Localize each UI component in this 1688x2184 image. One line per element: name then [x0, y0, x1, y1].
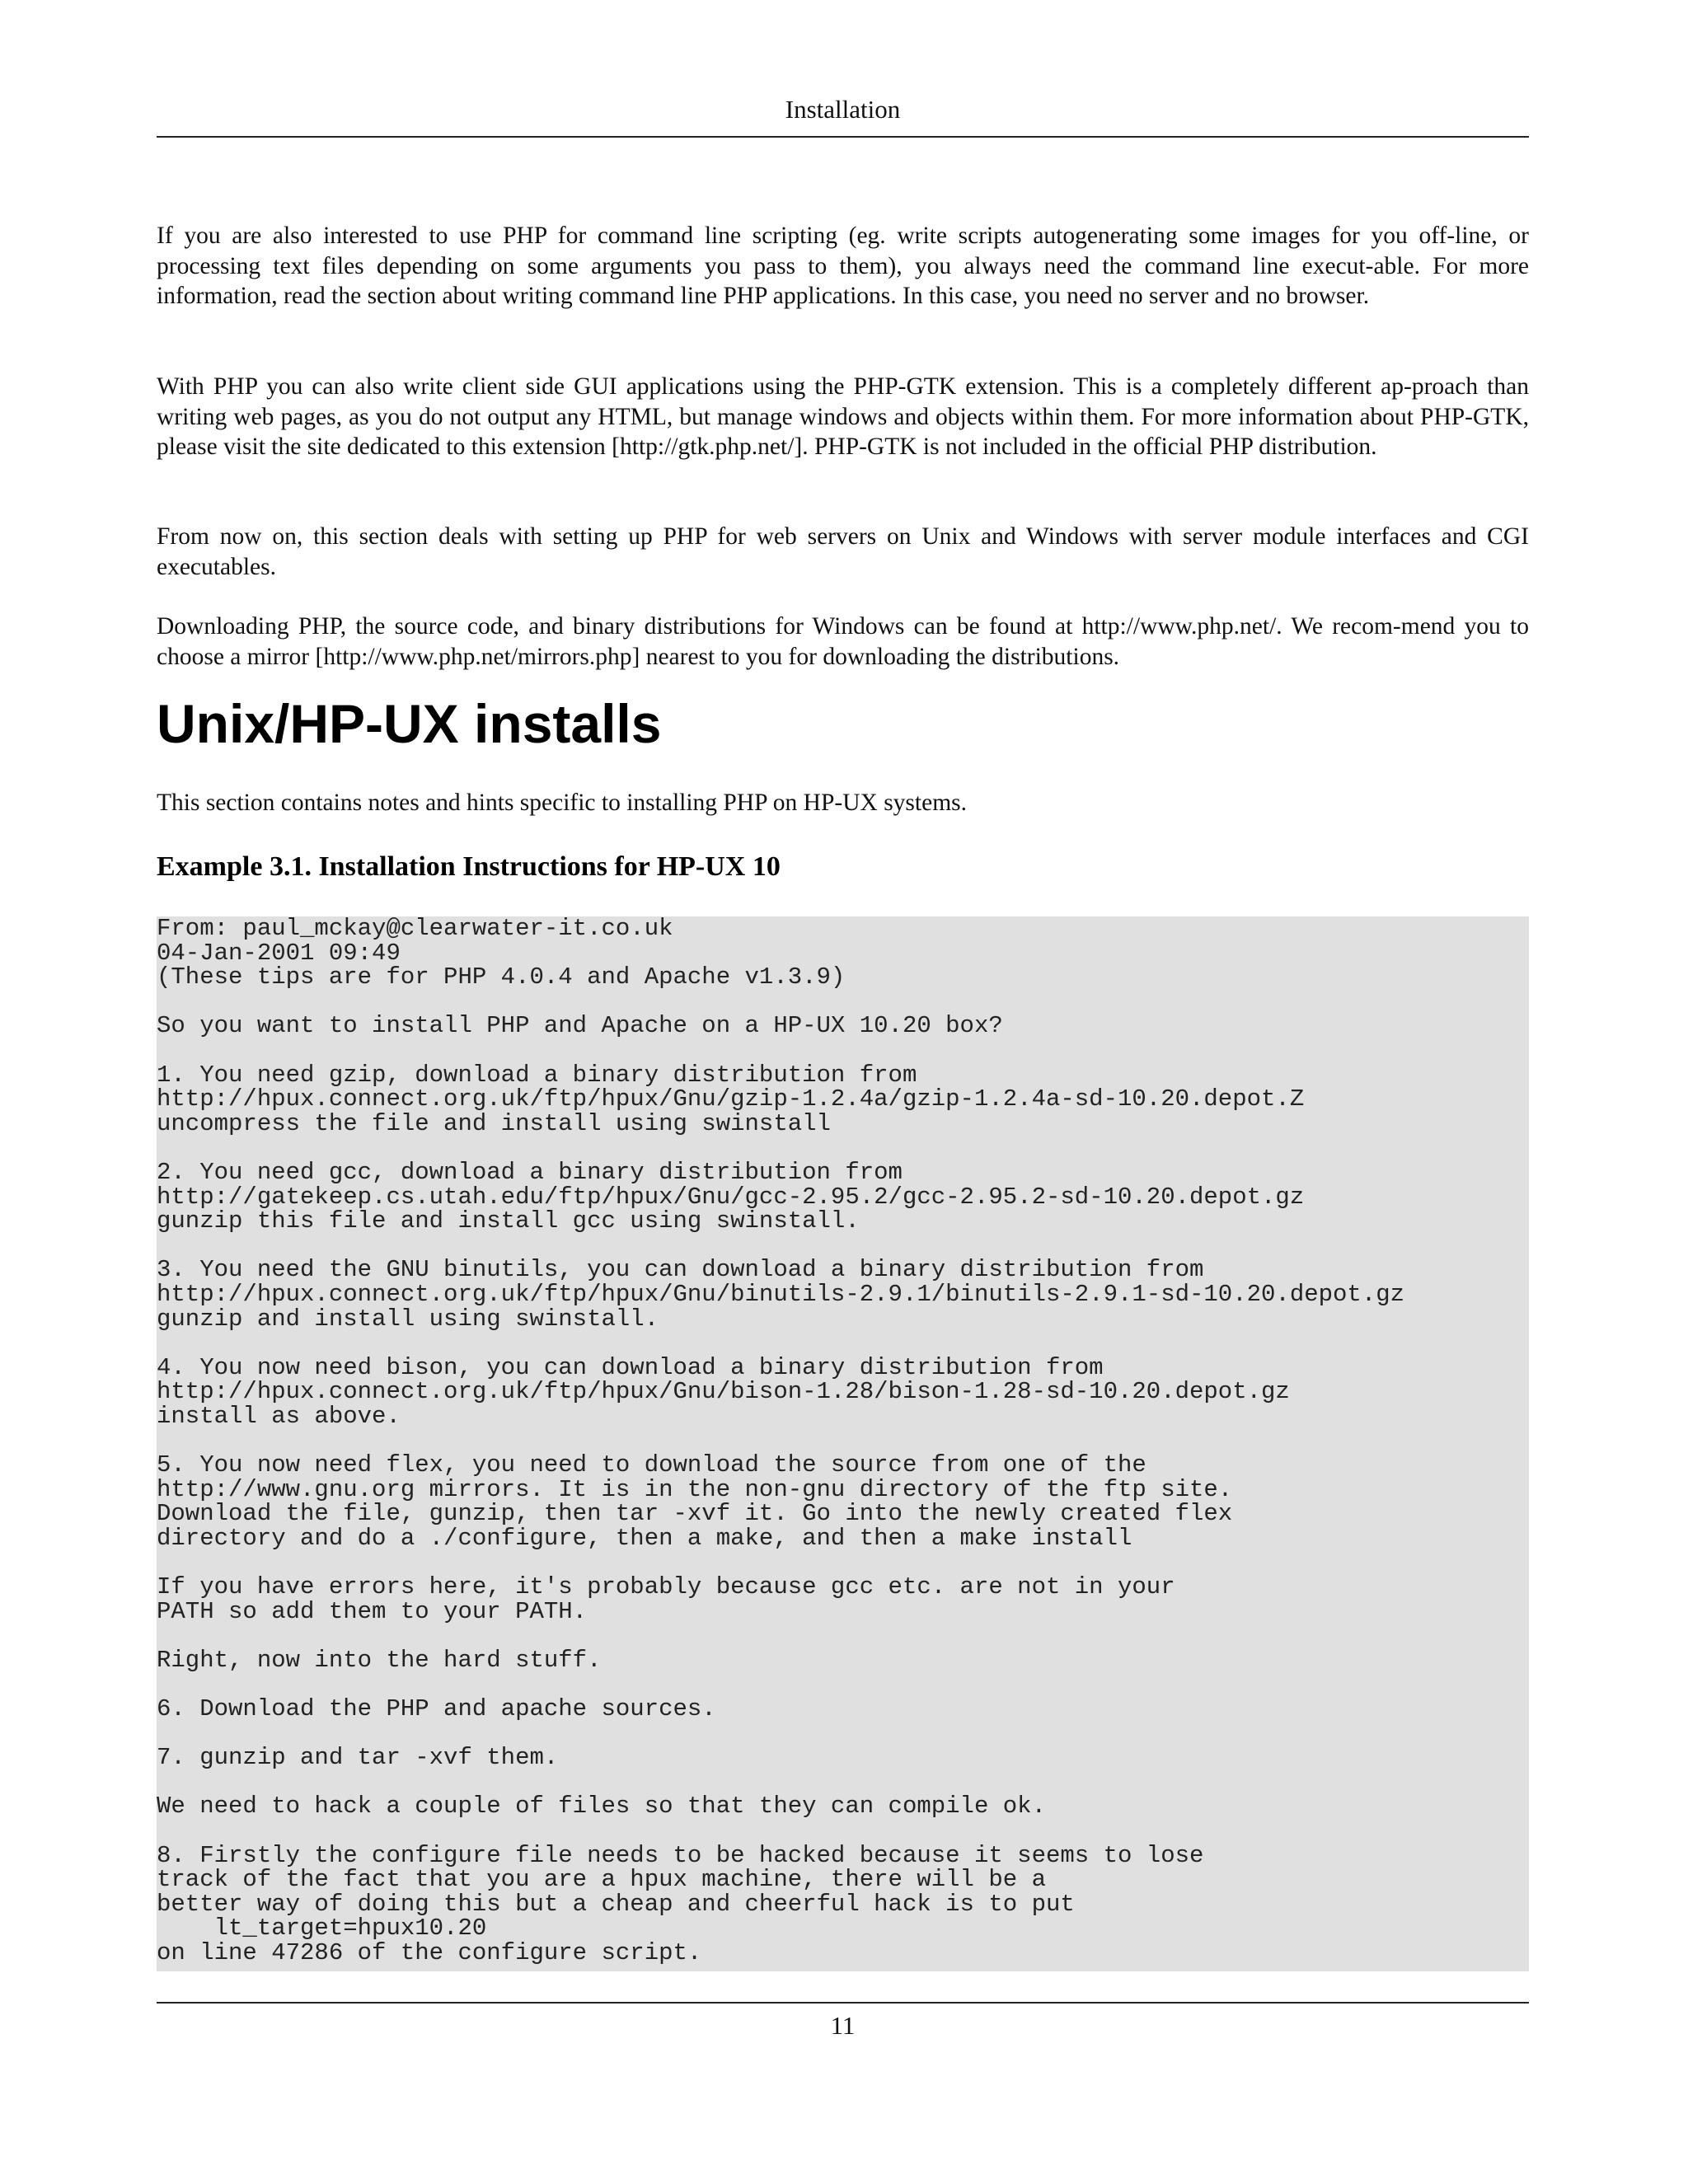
footer-rule: [157, 2002, 1529, 2004]
code-listing: From: paul_mckay@clearwater-it.co.uk 04-Jan-2001 09:49 (These tips are for PHP 4.0.4 and Apache v1.3.9) So you want to install PHP and Apache on a HP-UX 10.20 box? 1. You need gzip, download a binary distribution from http://hpux.connect.org.uk/ftp/hpux/Gnu/gzip-1.2.4a/gzip-1.2.4a-sd-10.20.depot.Z uncompress the file and install using swinstall 2. You need gcc, download a binary distribution from http://gatekeep.cs.utah.edu/ftp/hpux/Gnu/gcc-2.95.2/gcc-2.95.2-sd-10.20.depot.gz gunzip this file and install gcc using swinstall. 3. You need the GNU binutils, you can download a binary distribution from http://hpux.connect.org.uk/ftp/hpux/Gnu/binutils-2.9.1/binutils-2.9.1-sd-10.20.depot.gz gunzip and install using swinstall. 4. You now need bison, you can download a binary distribution from http://hpux.connect.org.uk/ftp/hpux/Gnu/bison-1.28/bison-1.28-sd-10.20.depot.gz install as above. 5. You now need flex, you need to download the source from one of the http://www.gnu.org mirrors. It is in the non-gnu directory of the ftp site. Download the file, gunzip, then tar -xvf it. Go into the newly created flex directory and do a ./configure, then a make, and then a make install If you have errors here, it's probably because gcc etc. are not in your PATH so add them to your PATH. Right, now into the hard stuff. 6. Download the PHP and apache sources. 7. gunzip and tar -xvf them. We need to hack a couple of files so that they can compile ok. 8. Firstly the configure file needs to be hacked because it seems to lose track of the fact that you are a hpux machine, there will be a better way of doing this but a cheap and cheerful hack is to put lt_target=hpux10.20 on line 47286 of the configure script.: [157, 916, 1529, 1971]
example-heading: Example 3.1. Installation Instructions for HP-UX 10: [157, 851, 781, 882]
running-header: Installation: [785, 95, 901, 124]
section-intro: This section contains notes and hints specific to installing PHP on HP-UX systems.: [157, 790, 967, 816]
paragraph-downloading: Downloading PHP, the source code, and binary distributions for Windows can be found at http://www.php.net/. We recom-mend you to choose a mirror [http://www.php.net/mirrors.php] nearest to you for downloading the distributions.: [157, 613, 1529, 670]
paragraph-web-servers: From now on, this section deals with setting up PHP for web servers on Unix and Windows with server module interfaces and CGI executables.: [157, 523, 1529, 580]
page-number: 11: [830, 2011, 856, 2040]
section-heading: Unix/HP-UX installs: [157, 693, 662, 754]
header-rule: [157, 136, 1529, 138]
paragraph-php-gtk: With PHP you can also write client side GUI applications using the PHP-GTK extension. This is a completely different ap-proach than writing web pages, as you do not output any HTML, but manage windows and objects within them. For more information about PHP-GTK, please visit the site dedicated to this extension [http://gtk.php.net/]. PHP-GTK is not included in the official PHP distribution.: [157, 373, 1529, 460]
paragraph-command-line: If you are also interested to use PHP for command line scripting (eg. write scripts autogenerating some images for you off-line, or processing text files depending on some arguments you pass to them), you always need the command line execut-able. For more information, read the section about writing command line PHP applications. In this case, you need no server and no browser.: [157, 223, 1529, 309]
